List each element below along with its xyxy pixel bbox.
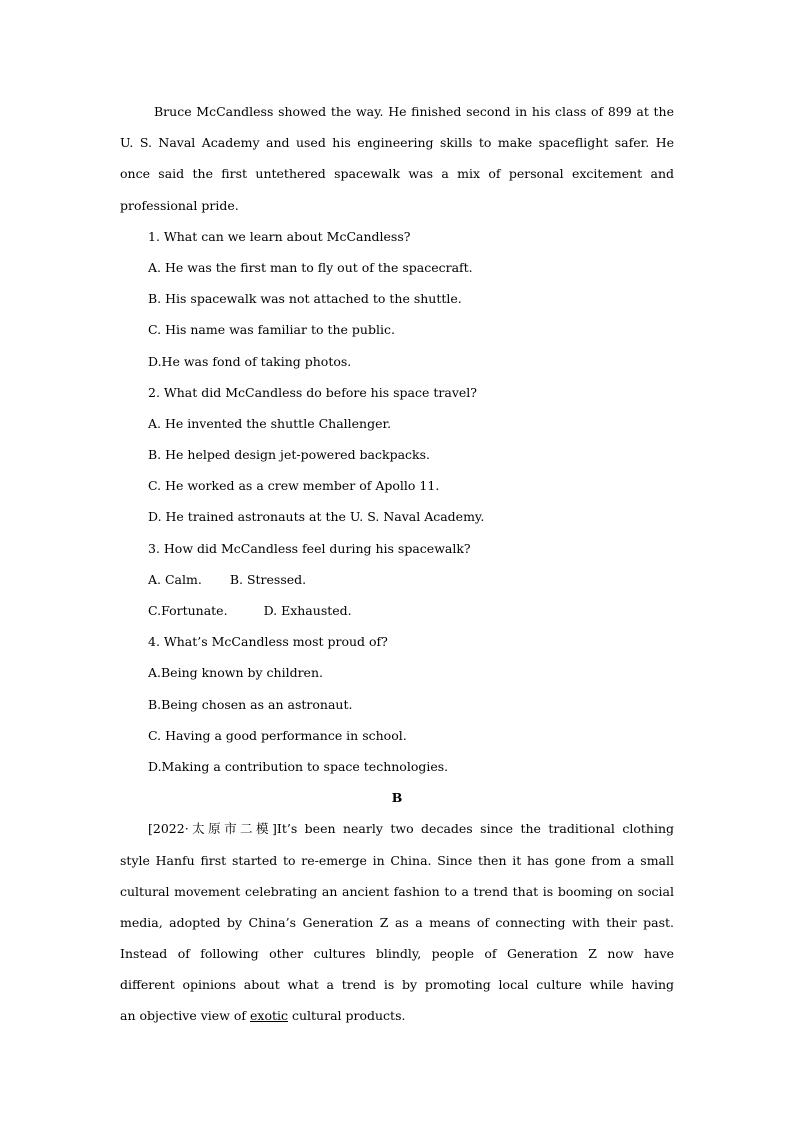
question-stem: 4. What’s McCandless most proud of? [148,634,388,650]
option-a: A. He was the first man to fly out of the spacecraft. [148,259,473,275]
option-row [120,595,674,626]
text-run: an objective view of [120,1008,250,1024]
paragraph-line: Bruce McCandless showed the way. He finished second in his class of 899 at the [154,104,674,119]
option-d: D.He was fond of taking photos. [148,353,352,369]
option-b: B. Stressed. [229,571,307,587]
option-a: A.Being known by children. [148,665,323,681]
paragraph-line: style Hanfu first started to re-emerge in China. Since then it has gone from a small [120,852,674,868]
option-a: A. He invented the shuttle Challenger. [148,415,392,431]
option-c: C. His name was familiar to the public. [148,322,395,338]
paragraph-line: cultural movement celebrating an ancient fashion to a trend that is booming on social [120,883,674,899]
paragraph-line: media, adopted by China’s Generation Z as a means of connecting with their past. [120,914,674,930]
passage-b-paragraph [120,813,674,1031]
section-heading: B [391,790,403,806]
question-stem: 1. What can we learn about McCandless? [148,228,411,244]
question-4 [120,626,674,782]
paragraph-line: professional pride. [120,197,239,213]
option-d: D. Exhausted. [263,603,352,618]
option-b: B. He helped design jet-powered backpacks. [148,447,431,463]
question-2 [120,377,674,533]
document-page [120,96,674,1032]
option-row [120,564,674,595]
question-stem: 3. How did McCandless feel during his spacewalk? [148,540,471,556]
option-d: D. He trained astronauts at the U. S. Naval Academy. [148,509,485,525]
option-c: C. Having a good performance in school. [148,727,407,743]
paragraph-line: Instead of following other cultures blindly, people of Generation Z now have [120,946,674,962]
passage-a-ending [120,96,674,221]
question-1 [120,221,674,377]
paragraph-line: different opinions about what a trend is by promoting local culture while having [120,977,674,993]
option-c: C. He worked as a crew member of Apollo 11. [148,478,440,494]
paragraph-line [120,1000,674,1031]
question-3 [120,533,674,627]
paragraph-line: [2022·太原市二模]It’s been nearly two decades since the traditional clothing [148,821,674,837]
underlined-word: exotic [250,1008,288,1024]
text-run: cultural products. [288,1008,406,1024]
option-a: A. Calm. [148,571,202,587]
paragraph-line: U. S. Naval Academy and used his engineering skills to make spaceflight safer. He [120,135,674,151]
option-b: B.Being chosen as an astronaut. [148,696,353,712]
option-b: B. His spacewalk was not attached to the shuttle. [148,291,462,307]
option-d: D.Making a contribution to space technologies. [148,758,449,774]
paragraph-line: once said the first untethered spacewalk was a mix of personal excitement and [120,166,674,182]
question-stem: 2. What did McCandless do before his space travel? [148,384,477,400]
option-c: C.Fortunate. [148,603,228,618]
